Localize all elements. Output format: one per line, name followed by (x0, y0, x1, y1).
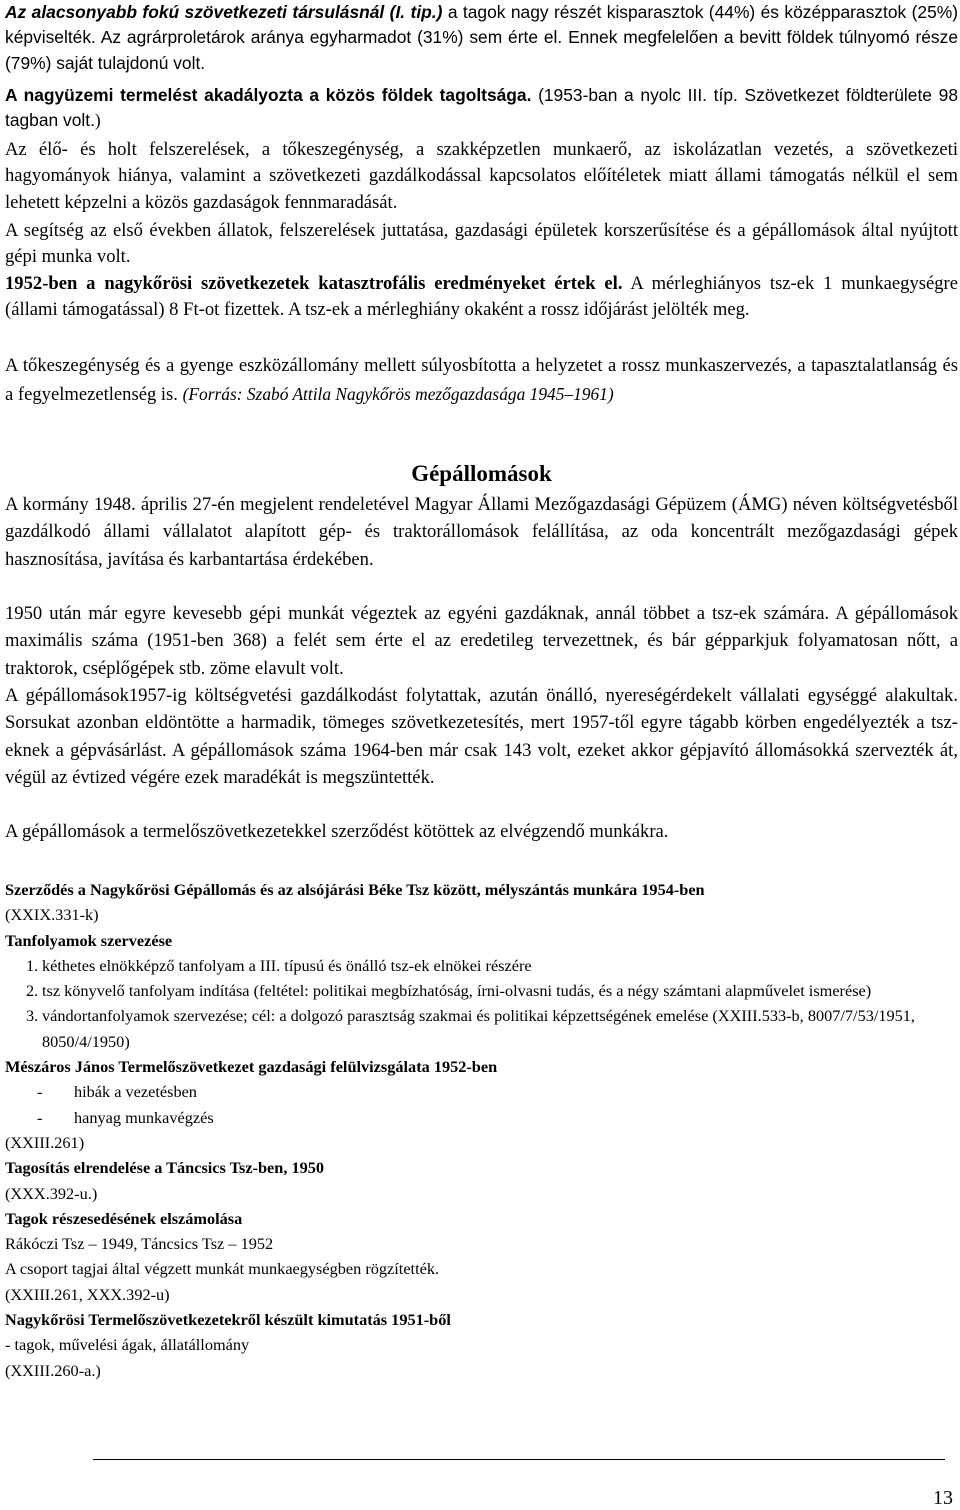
list-number: 3. (26, 1006, 39, 1026)
records-section (5, 877, 958, 1383)
paragraph-3-bold: 1952-ben a nagykőrösi szövetkezetek katasztrofális eredményeket értek el. (5, 273, 623, 294)
record-1-title: Szerződés a Nagykőrösi Gépállomás és az alsójárási Béke Tsz között, mélyszántás munkára 1954-ben (5, 880, 705, 899)
footnote-separator (93, 1459, 945, 1460)
gep-paragraph-4: A gépállomások a termelőszövetkezetekkel szerződést kötöttek az elvégzendő munkákra. (5, 821, 669, 842)
gep-paragraph-1: A kormány 1948. április 27-én megjelent rendeletével Magyar Állami Mezőgazdasági Gépüzem (ÁMG) néven költségvetésből gazdálkodó állami vállalatot alapított gép- és traktorállomások felállítása, az oda koncentrált mezőgazdasági gépek hasznosítása, javítása és karbantartása érdekében. (5, 494, 958, 570)
list-item: - hanyag munkavégzés (37, 1107, 214, 1127)
record-6-ref: (XXIII.260-a.) (5, 1360, 101, 1380)
record-6-title: Nagykőrösi Termelőszövetkezetekről készült kimutatás 1951-ből (5, 1310, 451, 1330)
record-4-title: Tagosítás elrendelése a Táncsics Tsz-ben, 1950 (5, 1158, 325, 1178)
list-number: 2. (26, 981, 39, 1001)
record-4 (5, 1155, 958, 1206)
record-3-ref: (XXIII.261) (5, 1132, 85, 1152)
record-3-title: Mészáros János Termelőszövetkezet gazdasági felülvizsgálata 1952-ben (5, 1057, 498, 1077)
record-1-ref: (XXIX.331-k) (5, 905, 99, 925)
document-page (5, 0, 958, 1509)
record-4-ref: (XXX.392-u.) (5, 1183, 98, 1203)
paragraph-4-text: A tőkeszegénység és a gyenge eszközállomány mellett súlyosbította a helyzetet a rossz munkaszervezés, a tapasztalatlanság és a fegyelmezetlenség is. (5, 355, 958, 405)
page-number: 13 (933, 1487, 953, 1509)
paragraph-4 (5, 352, 958, 409)
intro-paragraph (5, 0, 958, 76)
record-3 (5, 1054, 958, 1155)
record-5 (5, 1206, 958, 1307)
record-5-title: Tagok részesedésének elszámolása (5, 1208, 243, 1228)
intro-bold-paragraph (5, 83, 958, 132)
record-6-line-1: - tagok, művelési ágak, állatállomány (5, 1335, 250, 1355)
intro-bold-rest: (1953-ban a nyolc III. típ. Szövetkezet földterülete 98 tagban volt. (5, 85, 958, 130)
record-2 (5, 928, 958, 1054)
record-5-line-1: Rákóczi Tsz – 1949, Táncsics Tsz – 1952 (5, 1234, 274, 1254)
paragraph-1: Az élő- és holt felszerelések, a tőkeszegénység, a szakképzetlen munkaerő, az iskolázatlan vezetés, a szövetkezeti hagyományok hiánya, valamint a szövetkezeti gazdálkodással kapcsolatos előítéletek miatt állami támogatás nélkül el sem lehetett képzelni a közös gazdaságok fennmaradását. (5, 139, 958, 213)
list-number: 1. (26, 955, 39, 975)
section-heading: Gépállomások (411, 461, 552, 486)
intro-closing-paren: ) (94, 109, 101, 130)
intro-text: a tagok nagy részét kisparasztok (44%) és középparasztok (25%) képviselték. Az agrárproletárok aránya egyharmadot (31%) sem érte el. Ennek megfelelően a bevitt földek túlnyomó része (79%) saját tulajdonú volt. (5, 2, 958, 73)
list-item: - hibák a vezetésben (37, 1082, 197, 1102)
intro-bold-sentence: A nagyüzemi termelést akadályozta a közös földek tagoltsága. (5, 85, 532, 105)
paragraph-3-rest: A mérleghiányos tsz-ek 1 munkaegységre (állami támogatással) 8 Ft-ot fizettek. A tsz-ek a mérleghiány okaként a rossz időjárást jelölték meg. (5, 273, 958, 321)
source-citation: (Forrás: Szabó Attila Nagykőrös mezőgazdasága 1945–1961) (182, 384, 614, 404)
gep-paragraph-2: 1950 után már egyre kevesebb gépi munkát végeztek az egyéni gazdáknak, annál többet a tsz-ek számára. A gépállomások maximális száma (1951-ben 368) a felét sem érte el az eredetileg tervezettnek, és bár gépparkjuk folyamatosan nőtt, a traktorok, cséplőgépek stb. zöme elavult volt. (5, 603, 958, 679)
list-item: 1. kéthetes elnökképző tanfolyam a III. típusú és önálló tsz-ek elnökei részére (5, 953, 958, 978)
paragraph-3 (5, 271, 958, 324)
record-2-title: Tanfolyamok szervezése (5, 930, 173, 950)
record-1 (5, 877, 958, 928)
list-item: 2. tsz könyvelő tanfolyam indítása (feltétel: politikai megbízhatóság, írni-olvasni tudás, és a négy számtani alapművelet ismerése) (5, 978, 958, 1003)
intro-italic-lead: Az alacsonyabb fokú szövetkezeti társulásnál (I. tip.) (5, 2, 443, 22)
list-item: 3. vándortanfolyamok szervezése; cél: a dolgozó parasztság szakmai és politikai képzettségének emelése (XXIII.533-b, 8007/7/53/1951, 8050/4/1950) (5, 1003, 958, 1054)
record-5-line-2: A csoport tagjai által végzett munkát munkaegységben rögzítették. (5, 1259, 440, 1279)
record-5-ref: (XXIII.261, XXX.392-u) (5, 1284, 170, 1304)
gep-paragraph-3: A gépállomások1957-ig költségvetési gazdálkodást folytattak, azután önálló, nyereségérdekelt vállalati egységgé alakultak. Sorsukat azonban eldöntötte a harmadik, tömeges szövetkezetesítés, mert 1957-től egyre tágabb körben engedélyezték a tsz-eknek a gépvásárlást. A gépállomások száma 1964-ben már csak 143 volt, ezeket akkor gépjavító állomásokká szervezték át, végül az évtized végére ezek maradékát is megszüntették. (5, 685, 958, 788)
record-6 (5, 1307, 958, 1383)
paragraph-2: A segítség az első években állatok, felszerelések juttatása, gazdasági épületek korszerűsítése és a gépállomások által nyújtott gépi munka volt. (5, 220, 958, 268)
